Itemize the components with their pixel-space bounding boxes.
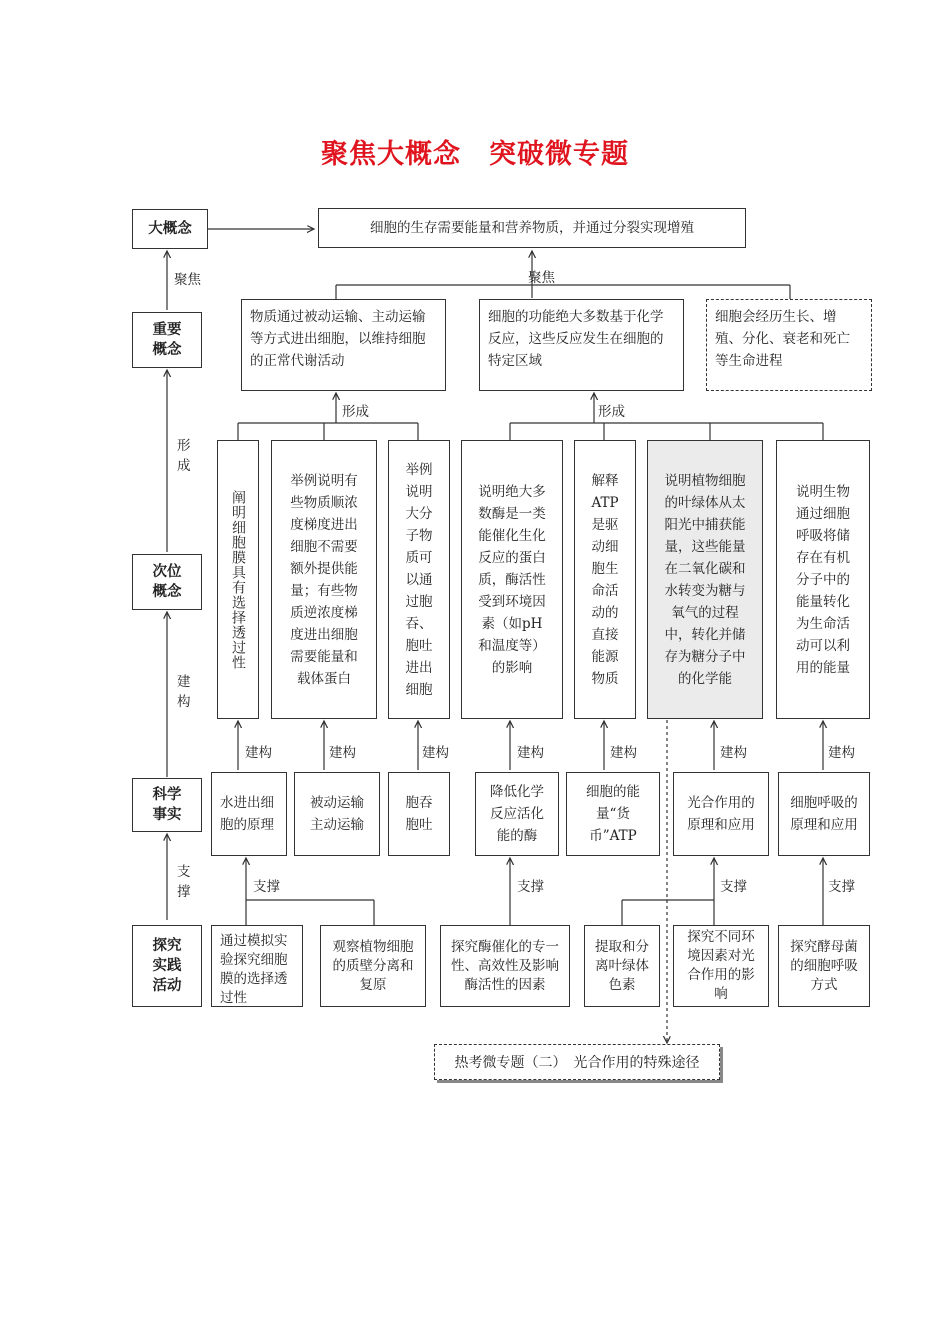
support-label: 支撑 <box>828 879 855 895</box>
side-label-focus: 聚焦 <box>174 272 201 288</box>
build-label: 建构 <box>245 745 272 761</box>
level-secondary-concept <box>132 554 202 610</box>
build-label: 建构 <box>828 745 855 761</box>
secondary-concept-4 <box>461 440 563 719</box>
important-concept-text: 细胞会经历生长、增殖、分化、衰老和死亡等生命进程 <box>715 309 850 369</box>
secondary-concept-5 <box>574 440 636 719</box>
special-topic-text: 热考微专题（二） 光合作用的特殊途径 <box>454 1055 700 1071</box>
side-label-build: 建 构 <box>177 674 191 710</box>
important-concept-text: 物质通过被动运输、主动运输等方式进出细胞，以维持细胞的正常代谢活动 <box>250 309 426 369</box>
level-big-label: 大概念 <box>148 220 192 237</box>
secondary-concept-text: 阐明细胞膜具有选择透过性 <box>230 489 246 670</box>
practice-3 <box>440 925 570 1007</box>
practice-text: 观察植物细胞的质壁分离和复原 <box>332 938 414 993</box>
build-label: 建构 <box>610 745 637 761</box>
level-big-concept <box>132 209 208 249</box>
support-label: 支撑 <box>517 879 544 895</box>
practice-6 <box>778 925 870 1007</box>
secondary-concept-1 <box>217 440 259 719</box>
build-label: 建构 <box>517 745 544 761</box>
fact-2 <box>294 772 380 856</box>
fact-4 <box>475 772 559 856</box>
secondary-concept-text: 说明生物通过细胞呼吸将储存在有机分子中的能量转化为生命活动可以利用的能量 <box>796 483 850 676</box>
practice-5 <box>673 925 769 1007</box>
level-fact-label: 科学 事实 <box>152 786 182 823</box>
fact-text: 降低化学反应活化能的酶 <box>490 784 544 844</box>
secondary-concept-text: 说明植物细胞的叶绿体从太阳光中捕获能量，这些能量在二氧化碳和水转变为糖与氧气的过程中，转化并储存为糖分子中的化学能 <box>664 472 746 687</box>
secondary-concept-text: 解释ATP是驱动细胞生命活动的直接能源物质 <box>591 472 619 687</box>
practice-1 <box>211 925 303 1007</box>
big-concept-text: 细胞的生存需要能量和营养物质，并通过分裂实现增殖 <box>370 220 694 236</box>
secondary-concept-7 <box>776 440 870 719</box>
level-practice-label: 探究 实践 活动 <box>152 937 182 994</box>
level-important-concept <box>132 312 202 368</box>
special-topic-box[interactable] <box>434 1044 720 1080</box>
focus-label: 聚焦 <box>528 270 555 286</box>
practice-2 <box>320 925 426 1007</box>
practice-text: 通过模拟实验探究细胞膜的选择透过性 <box>220 933 288 1006</box>
practice-text: 探究酵母菌的细胞呼吸方式 <box>790 938 858 993</box>
secondary-concept-text: 举例说明有些物质顺浓度梯度进出细胞不需要额外提供能量；有些物质逆浓度梯度进出细胞需要能量和载体蛋白 <box>290 472 358 687</box>
secondary-concept-3 <box>388 440 450 719</box>
important-concept-2 <box>479 299 684 391</box>
fact-5 <box>566 772 660 856</box>
important-concept-3 <box>706 299 872 391</box>
form-label-right: 形成 <box>598 404 625 420</box>
fact-1 <box>211 772 287 856</box>
level-secondary-label: 次位 概念 <box>152 563 182 600</box>
build-label: 建构 <box>329 745 356 761</box>
fact-text: 被动运输 主动运输 <box>310 795 364 833</box>
support-label: 支撑 <box>253 879 280 895</box>
support-label: 支撑 <box>720 879 747 895</box>
level-important-label: 重要 概念 <box>152 321 182 358</box>
page-title: 聚焦大概念 突破微专题 <box>321 139 629 170</box>
build-label: 建构 <box>422 745 449 761</box>
important-concept-1 <box>241 299 446 391</box>
fact-text: 水进出细胞的原理 <box>220 795 274 833</box>
level-practice <box>132 925 202 1007</box>
side-label-form: 形 成 <box>177 438 191 474</box>
secondary-concept-text: 说明绝大多数酶是一类能催化生化反应的蛋白质，酶活性受到环境因素（如pH和温度等）的影响 <box>478 483 546 676</box>
secondary-concept-text: 举例说明大分子物质可以通过胞吞、胞吐进出细胞 <box>405 461 433 698</box>
practice-text: 探究不同环境因素对光合作用的影响 <box>687 929 755 1002</box>
fact-7 <box>778 772 870 856</box>
important-concept-text: 细胞的功能绝大多数基于化学反应，这些反应发生在细胞的特定区域 <box>488 309 664 369</box>
practice-text: 提取和分离叶绿体色素 <box>595 938 649 993</box>
fact-text: 胞吞 胞吐 <box>405 795 433 833</box>
side-label-support: 支 撑 <box>177 864 191 900</box>
secondary-concept-2 <box>271 440 377 719</box>
fact-6 <box>673 772 769 856</box>
fact-3 <box>388 772 450 856</box>
level-scientific-fact <box>132 778 202 832</box>
practice-4 <box>584 925 660 1007</box>
secondary-concept-6 <box>647 440 763 719</box>
fact-text: 光合作用的原理和应用 <box>687 795 755 833</box>
build-label: 建构 <box>720 745 747 761</box>
practice-text: 探究酶催化的专一性、高效性及影响酶活性的因素 <box>451 938 559 993</box>
fact-text: 细胞呼吸的原理和应用 <box>790 795 858 833</box>
fact-text: 细胞的能量“货币”ATP <box>586 784 640 844</box>
form-label-left: 形成 <box>342 404 369 420</box>
big-concept-box <box>318 208 746 248</box>
